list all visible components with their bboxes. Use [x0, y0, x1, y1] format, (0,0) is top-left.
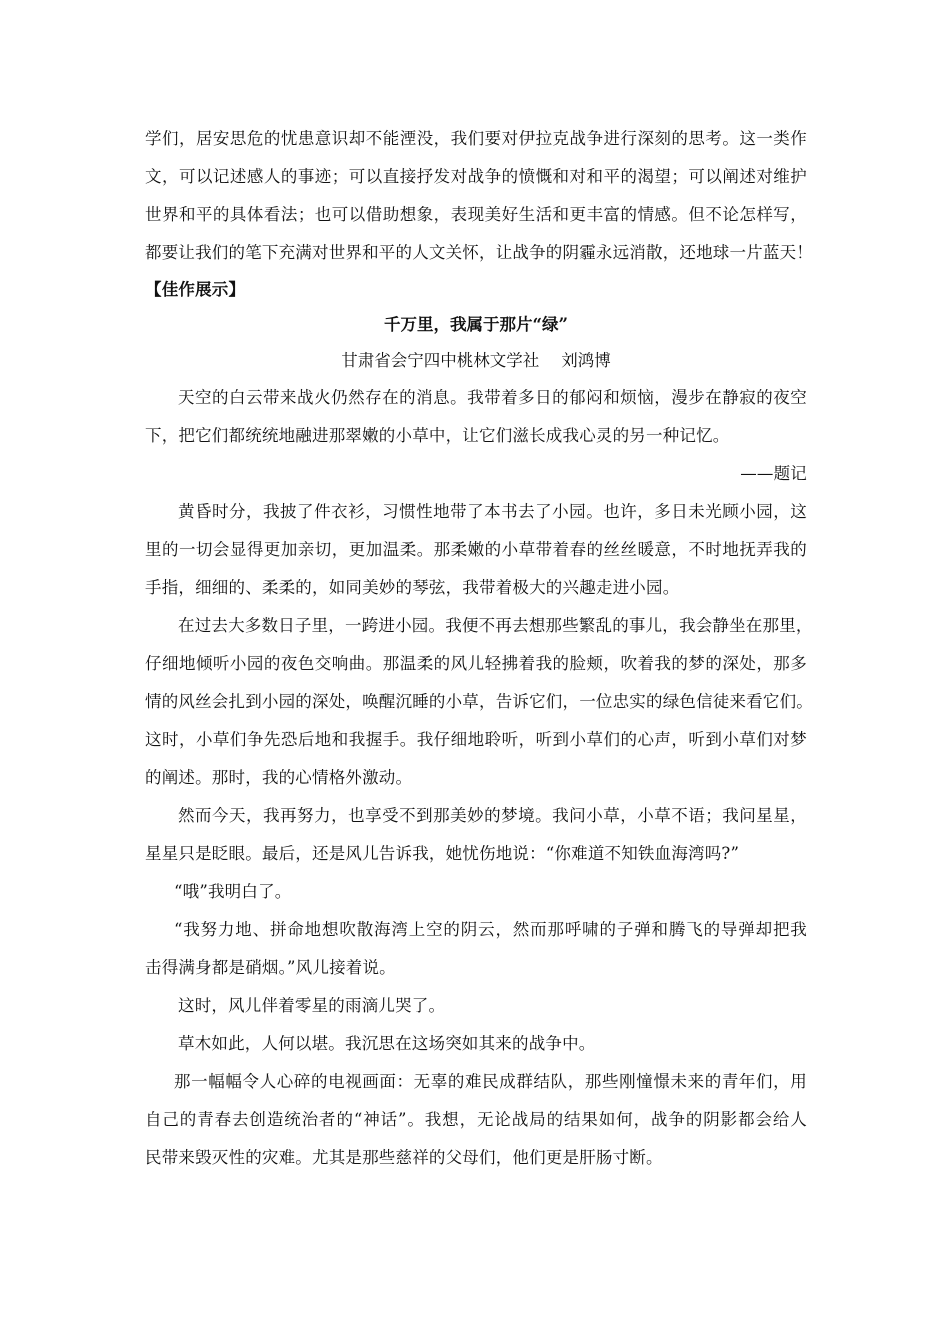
essay-paragraph: 草木如此，人何以堪。我沉思在这场突如其来的战争中。: [178, 1034, 596, 1053]
text-line: 这时，小草们争先恐后地和我握手。我仔细地聆听，听到小草们的心声，听到小草们对梦: [145, 730, 807, 749]
text-line: 世界和平的具体看法；也可以借助想象，表现美好生活和更丰富的情感。但不论怎样写，: [145, 205, 807, 224]
text-line: 民带来毁灭性的灾难。尤其是那些慈祥的父母们，他们更是肝肠寸断。: [145, 1148, 663, 1167]
essay-paragraph: “哦”我明白了。: [174, 882, 292, 901]
text-line: 那一幅幅令人心碎的电视画面：无辜的难民成群结队，那些刚憧憬未来的青年们，用: [174, 1072, 807, 1091]
text-line: 击得满身都是硝烟。”风儿接着说。: [145, 958, 396, 977]
text-line: 天空的白云带来战火仍然存在的消息。我带着多日的郁闷和烦恼，漫步在静寂的夜空: [178, 388, 807, 407]
essay-byline: [145, 343, 807, 379]
text-line: 下，把它们都统统地融进那翠嫩的小草中，让它们滋长成我心灵的另一种记忆。: [145, 426, 730, 445]
text-line: 的阐述。那时，我的心情格外激动。: [145, 768, 413, 787]
text-line: 黄昏时分，我披了件衣衫，习惯性地带了本书去了小园。也许，多日未光顾小园，这: [178, 502, 807, 521]
text-line: 星星只是眨眼。最后，还是风儿告诉我，她忧伤地说：“你难道不知铁血海湾吗?”: [145, 844, 740, 863]
text-line: 自己的青春去创造统治者的“神话”。我想，无论战局的结果如何，战争的阴影都会给人: [145, 1110, 807, 1129]
text-line: 都要让我们的笔下充满对世界和平的人文关怀，让战争的阴霾永远消散，还地球一片蓝天！: [145, 243, 813, 262]
text-line: 仔细地倾听小园的夜色交响曲。那温柔的风儿轻拂着我的脸颊，吹着我的梦的深处，那多: [145, 654, 807, 673]
text-line: 在过去大多数日子里，一跨进小园。我便不再去想那些繁乱的事儿，我会静坐在那里，: [178, 616, 813, 635]
author-name: 刘鸿博: [561, 351, 611, 370]
text-line: 然而今天，我再努力，也享受不到那美妙的梦境。我问小草，小草不语；我问星星，: [178, 806, 807, 825]
essay-paragraph: [145, 1063, 807, 1177]
text-line: “我努力地、拼命地想吹散海湾上空的阴云，然而那呼啸的子弹和腾飞的导弹却把我: [174, 920, 807, 939]
epigraph-signature: ——题记: [740, 464, 807, 483]
text-line: 里的一切会显得更加亲切，更加温柔。那柔嫩的小草带着春的丝丝暖意，不时地抚弄我的: [145, 540, 807, 559]
essay-paragraph: [145, 797, 807, 873]
epigraph: [145, 379, 807, 493]
essay-paragraph: [145, 911, 807, 987]
text-line: 文，可以记述感人的事迹；可以直接抒发对战争的愤慨和对和平的渴望；可以阐述对维护: [145, 167, 807, 186]
text-line: 手指，细细的、柔柔的，如同美妙的琴弦，我带着极大的兴趣走进小园。: [145, 578, 680, 597]
essay-title: 千万里，我属于那片“绿”: [384, 315, 568, 334]
text-line: 学们，居安思危的忧患意识却不能湮没，我们要对伊拉克战争进行深刻的思考。这一类作: [145, 129, 807, 148]
text-line: 情的风丝会扎到小园的深处，唤醒沉睡的小草，告诉它们，一位忠实的绿色信徒来看它们。: [145, 692, 813, 711]
essay-paragraph: 这时，风儿伴着零星的雨滴儿哭了。: [178, 996, 446, 1015]
author-organization: 甘肃省会宁四中桃林文学社: [341, 351, 540, 370]
section-heading: 【佳作展示】: [145, 280, 246, 299]
essay-paragraph: [145, 493, 807, 607]
essay-paragraph: [145, 607, 813, 797]
intro-paragraph: [145, 120, 813, 272]
document-page: [145, 120, 813, 1177]
